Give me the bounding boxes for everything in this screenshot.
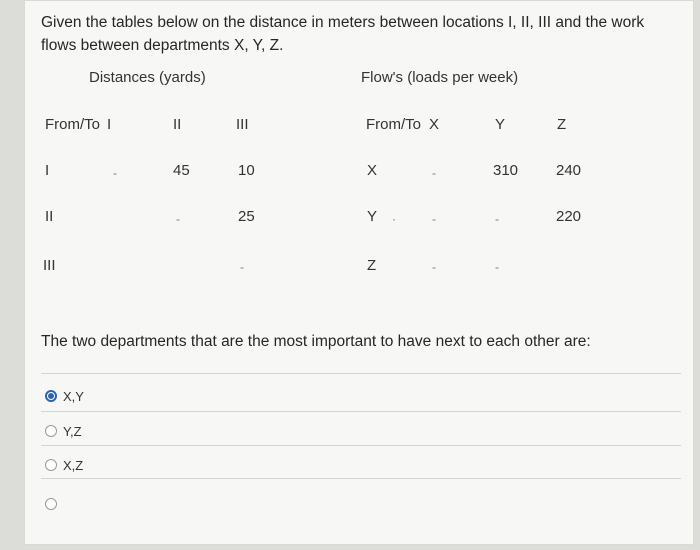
flows-corner: From/To bbox=[366, 116, 422, 133]
flows-cell-y-z: 220 bbox=[556, 208, 582, 225]
distances-row-iii-label: III bbox=[43, 257, 56, 274]
flows-row-z-label: Z bbox=[367, 257, 377, 274]
flows-cell-x-z: 240 bbox=[556, 162, 582, 179]
distances-cell-ii-iii: 25 bbox=[238, 208, 255, 225]
distances-row-ii-label: II bbox=[45, 208, 54, 225]
distances-title: Distances (yards) bbox=[89, 69, 206, 86]
option-empty[interactable] bbox=[45, 493, 63, 515]
option-x-y[interactable] bbox=[45, 385, 84, 407]
distances-col-i: I bbox=[107, 116, 112, 133]
flows-col-z: Z bbox=[557, 116, 567, 133]
option-label: X,Z bbox=[63, 457, 84, 473]
distances-row-i-label: I bbox=[45, 162, 50, 179]
distances-corner: From/To bbox=[45, 116, 101, 133]
distances-cell-iii-iii: - bbox=[240, 260, 244, 274]
distances-cell-i-ii: 45 bbox=[173, 162, 190, 179]
distances-cell-ii-ii: - bbox=[176, 212, 180, 226]
option-label: Y,Z bbox=[63, 423, 82, 439]
option-x-z[interactable] bbox=[45, 454, 83, 476]
separator bbox=[41, 373, 681, 374]
flows-cell-x-y: 310 bbox=[493, 162, 519, 179]
option-label: X,Y bbox=[63, 388, 84, 404]
distances-col-ii: II bbox=[173, 116, 182, 133]
distances-col-iii: III bbox=[236, 116, 249, 133]
separator bbox=[41, 478, 681, 479]
flows-cell-y-x: - bbox=[432, 212, 436, 226]
flows-cell-y-y: - bbox=[495, 212, 499, 226]
question-card bbox=[24, 0, 694, 545]
flows-title: Flow's (loads per week) bbox=[361, 69, 519, 86]
flows-cell-z-x: - bbox=[432, 260, 436, 274]
distances-cell-i-i: - bbox=[113, 166, 117, 180]
flows-cell-x-x: - bbox=[432, 166, 436, 180]
radio-selected-icon[interactable] bbox=[45, 390, 57, 402]
flows-cell-z-y: - bbox=[495, 260, 499, 274]
question-text: Given the tables below on the distance in meters between locations I, II, III and the work flows between departments X, Y, Z. bbox=[41, 14, 645, 54]
radio-icon[interactable] bbox=[45, 498, 57, 510]
separator bbox=[41, 445, 681, 446]
flows-stray-mark: · bbox=[392, 212, 396, 226]
flows-row-x-label: X bbox=[367, 162, 378, 179]
radio-icon[interactable] bbox=[45, 425, 57, 437]
radio-icon[interactable] bbox=[45, 459, 57, 471]
flows-row-y-label: Y bbox=[367, 208, 378, 225]
option-y-z[interactable] bbox=[45, 420, 82, 442]
flows-col-y: Y bbox=[495, 116, 506, 133]
distances-cell-i-iii: 10 bbox=[238, 162, 255, 179]
flows-col-x: X bbox=[429, 116, 440, 133]
separator bbox=[41, 411, 681, 412]
answer-prompt: The two departments that are the most important to have next to each other are: bbox=[41, 333, 591, 350]
